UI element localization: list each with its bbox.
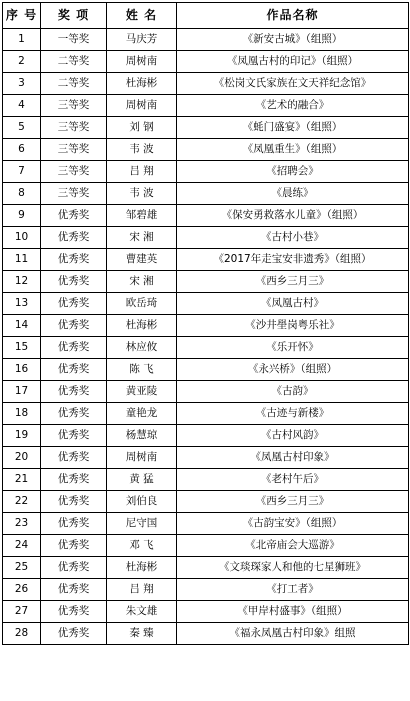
cell-name: 杜海彬 (107, 315, 177, 337)
cell-title: 《永兴桥》（组照） (177, 359, 409, 381)
table-row (3, 491, 409, 513)
cell-award: 三等奖 (41, 161, 107, 183)
cell-award: 优秀奖 (41, 557, 107, 579)
cell-award: 优秀奖 (41, 403, 107, 425)
cell-name: 刘伯良 (107, 491, 177, 513)
cell-no: 14 (3, 315, 41, 337)
cell-name: 邹碧雄 (107, 205, 177, 227)
cell-no: 5 (3, 117, 41, 139)
cell-award: 优秀奖 (41, 337, 107, 359)
table-row (3, 579, 409, 601)
cell-title: 《古村风韵》 (177, 425, 409, 447)
cell-title: 《晨练》 (177, 183, 409, 205)
cell-award: 二等奖 (41, 51, 107, 73)
cell-title: 《艺术的融合》 (177, 95, 409, 117)
cell-title: 《2017年走宝安非遗秀》（组照） (177, 249, 409, 271)
cell-name: 朱文雄 (107, 601, 177, 623)
cell-award: 优秀奖 (41, 469, 107, 491)
table-row (3, 249, 409, 271)
cell-title: 《古韵》 (177, 381, 409, 403)
cell-no: 4 (3, 95, 41, 117)
cell-award: 优秀奖 (41, 535, 107, 557)
cell-title: 《古韵宝安》（组照） (177, 513, 409, 535)
header-award: 奖 项 (41, 3, 107, 29)
header-row (3, 3, 409, 29)
cell-name: 吕 翔 (107, 579, 177, 601)
cell-title: 《福永凤凰古村印象》组照 (177, 623, 409, 645)
cell-no: 23 (3, 513, 41, 535)
header-title: 作品名称 (177, 3, 409, 29)
cell-name: 陈 飞 (107, 359, 177, 381)
table-row (3, 73, 409, 95)
cell-no: 12 (3, 271, 41, 293)
cell-no: 28 (3, 623, 41, 645)
cell-award: 优秀奖 (41, 447, 107, 469)
cell-award: 优秀奖 (41, 513, 107, 535)
cell-award: 优秀奖 (41, 271, 107, 293)
table-row (3, 183, 409, 205)
table-row (3, 227, 409, 249)
cell-no: 20 (3, 447, 41, 469)
cell-no: 11 (3, 249, 41, 271)
cell-no: 9 (3, 205, 41, 227)
table-row (3, 381, 409, 403)
cell-title: 《打工者》 (177, 579, 409, 601)
cell-title: 《蚝门盛宴》（组照） (177, 117, 409, 139)
cell-award: 优秀奖 (41, 601, 107, 623)
cell-name: 邓 飞 (107, 535, 177, 557)
table-row (3, 205, 409, 227)
cell-no: 6 (3, 139, 41, 161)
table-row (3, 425, 409, 447)
table-row (3, 51, 409, 73)
cell-name: 吕 翔 (107, 161, 177, 183)
cell-no: 18 (3, 403, 41, 425)
header-name: 姓 名 (107, 3, 177, 29)
cell-title: 《松岗文氏家族在文天祥纪念馆》 (177, 73, 409, 95)
cell-no: 19 (3, 425, 41, 447)
cell-title: 《招聘会》 (177, 161, 409, 183)
table-row (3, 359, 409, 381)
cell-award: 优秀奖 (41, 205, 107, 227)
cell-name: 周树南 (107, 51, 177, 73)
cell-title: 《凤凰古村》 (177, 293, 409, 315)
cell-title: 《凤凰古村的印记》（组照） (177, 51, 409, 73)
cell-title: 《沙井壆岗粤乐社》 (177, 315, 409, 337)
cell-award: 三等奖 (41, 117, 107, 139)
table-row (3, 139, 409, 161)
cell-name: 秦 臻 (107, 623, 177, 645)
cell-title: 《文琰琛家人和他的七星狮班》 (177, 557, 409, 579)
cell-name: 周树南 (107, 95, 177, 117)
cell-award: 优秀奖 (41, 579, 107, 601)
table-row (3, 293, 409, 315)
cell-no: 13 (3, 293, 41, 315)
cell-title: 《古村小巷》 (177, 227, 409, 249)
cell-no: 8 (3, 183, 41, 205)
cell-name: 曹建英 (107, 249, 177, 271)
cell-award: 三等奖 (41, 95, 107, 117)
cell-title: 《西乡三月三》 (177, 271, 409, 293)
cell-name: 刘 钢 (107, 117, 177, 139)
cell-title: 《北帝庙会大巡游》 (177, 535, 409, 557)
cell-name: 童艳龙 (107, 403, 177, 425)
cell-no: 10 (3, 227, 41, 249)
cell-no: 16 (3, 359, 41, 381)
table-row (3, 535, 409, 557)
cell-name: 宋 湘 (107, 227, 177, 249)
cell-name: 韦 波 (107, 183, 177, 205)
cell-title: 《古迹与新楼》 (177, 403, 409, 425)
header-no: 序 号 (3, 3, 41, 29)
table-row (3, 403, 409, 425)
cell-no: 17 (3, 381, 41, 403)
table-row (3, 161, 409, 183)
cell-name: 黄亚陵 (107, 381, 177, 403)
cell-award: 优秀奖 (41, 425, 107, 447)
cell-title: 《凤凰重生》（组照） (177, 139, 409, 161)
cell-award: 优秀奖 (41, 315, 107, 337)
cell-name: 马庆芳 (107, 29, 177, 51)
table-row (3, 513, 409, 535)
table-row (3, 469, 409, 491)
cell-title: 《乐开怀》 (177, 337, 409, 359)
cell-no: 7 (3, 161, 41, 183)
cell-name: 韦 波 (107, 139, 177, 161)
cell-no: 22 (3, 491, 41, 513)
table-body (3, 29, 409, 645)
cell-name: 杜海彬 (107, 73, 177, 95)
table-row (3, 601, 409, 623)
table-row (3, 95, 409, 117)
cell-title: 《西乡三月三》 (177, 491, 409, 513)
cell-award: 三等奖 (41, 183, 107, 205)
table-row (3, 117, 409, 139)
cell-title: 《甲岸村盛事》（组照） (177, 601, 409, 623)
cell-award: 优秀奖 (41, 381, 107, 403)
cell-award: 三等奖 (41, 139, 107, 161)
cell-name: 林应攸 (107, 337, 177, 359)
table-row (3, 29, 409, 51)
cell-award: 优秀奖 (41, 359, 107, 381)
cell-award: 二等奖 (41, 73, 107, 95)
cell-name: 黄 猛 (107, 469, 177, 491)
cell-name: 欧岳琦 (107, 293, 177, 315)
cell-award: 优秀奖 (41, 623, 107, 645)
cell-award: 优秀奖 (41, 491, 107, 513)
cell-no: 15 (3, 337, 41, 359)
cell-name: 宋 湘 (107, 271, 177, 293)
table-row (3, 557, 409, 579)
cell-title: 《老村午后》 (177, 469, 409, 491)
table-row (3, 337, 409, 359)
cell-no: 21 (3, 469, 41, 491)
cell-award: 优秀奖 (41, 293, 107, 315)
table-row (3, 315, 409, 337)
cell-title: 《新安古城》（组照） (177, 29, 409, 51)
cell-award: 优秀奖 (41, 249, 107, 271)
cell-no: 3 (3, 73, 41, 95)
cell-no: 1 (3, 29, 41, 51)
cell-name: 杨慧琼 (107, 425, 177, 447)
cell-no: 27 (3, 601, 41, 623)
awards-table (2, 2, 409, 645)
cell-award: 优秀奖 (41, 227, 107, 249)
cell-no: 26 (3, 579, 41, 601)
cell-no: 25 (3, 557, 41, 579)
table-row (3, 271, 409, 293)
cell-name: 杜海彬 (107, 557, 177, 579)
cell-title: 《凤凰古村印象》 (177, 447, 409, 469)
cell-name: 尼守国 (107, 513, 177, 535)
table-row (3, 623, 409, 645)
cell-title: 《保安勇救落水儿童》（组照） (177, 205, 409, 227)
cell-award: 一等奖 (41, 29, 107, 51)
table-row (3, 447, 409, 469)
cell-no: 2 (3, 51, 41, 73)
cell-no: 24 (3, 535, 41, 557)
cell-name: 周树南 (107, 447, 177, 469)
